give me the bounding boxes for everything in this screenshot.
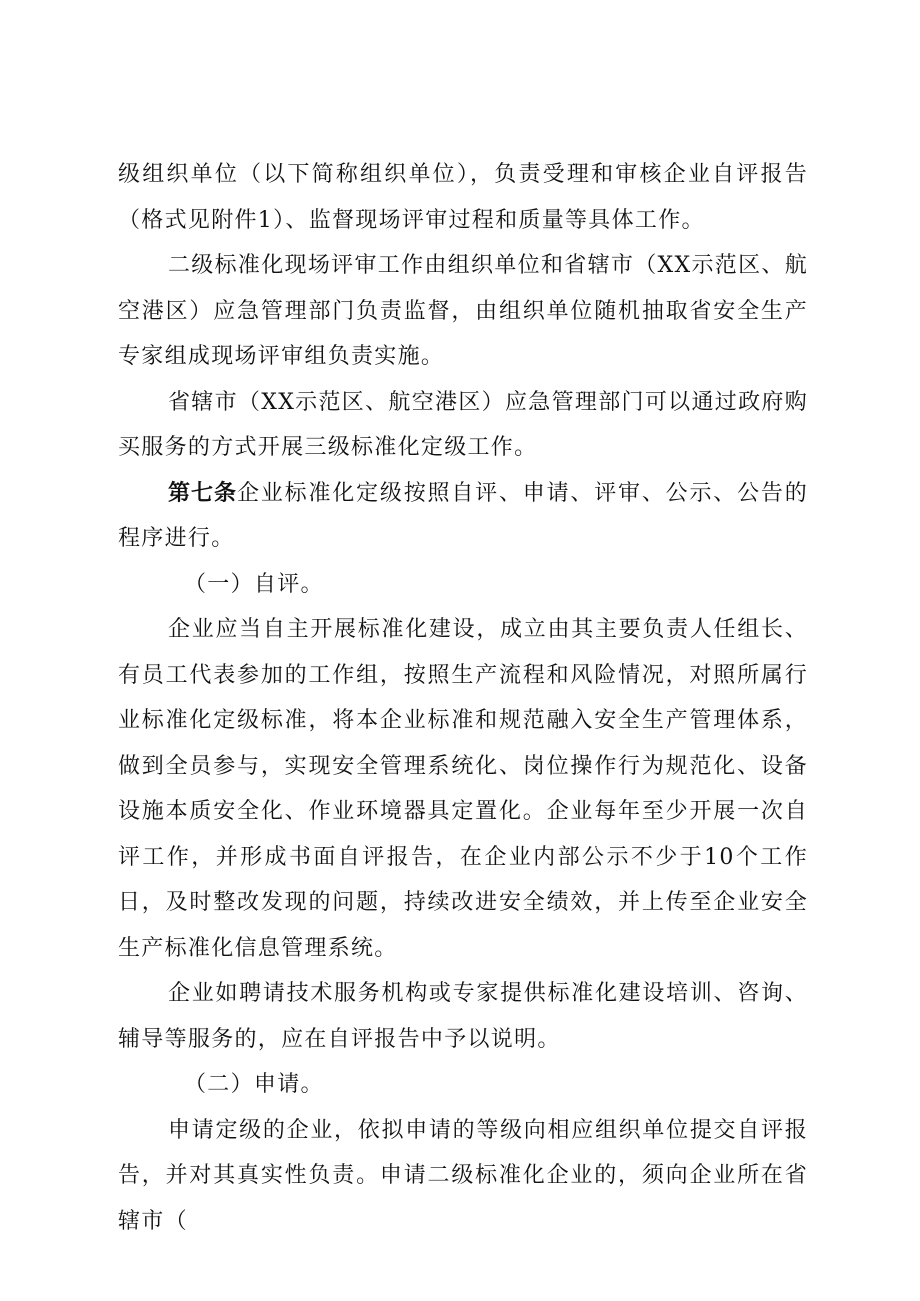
article-number-label: 第七条 [168, 480, 238, 506]
paragraph-self-assessment-body: 企业应当自主开展标准化建设，成立由其主要负责人任组长、有员工代表参加的工作组，按照生产流程和风险情况，对照所属行业标准化定级标准，将本企业标准和规范融入安全生产管理体系，做到全员参与，实现安全管理系统化、岗位操作行为规范化、设备设施本质安全化、作业环境器具定置化。企业每年至少开展一次自评工作，并形成书面自评报告，在企业内部公示不少于10个工作日，及时整改发现的问题，持续改进安全绩效，并上传至企业安全生产标准化信息管理系统。 [118, 617, 808, 961]
heading-application: （二）申请。 [184, 1072, 324, 1097]
paragraph-technical-service-disclosure: 企业如聘请技术服务机构或专家提供标准化建设培训、咨询、辅导等服务的，应在自评报告中予以说明。 [118, 981, 808, 1052]
paragraph-level2-onsite-review: 二级标准化现场评审工作由组织单位和省辖市（XX示范区、航空港区）应急管理部门负责监督，由组织单位随机抽取省安全生产专家组成现场评审组负责实施。 [118, 253, 808, 369]
paragraph-level3-purchase-services: 省辖市（XX示范区、航空港区）应急管理部门可以通过政府购买服务的方式开展三级标准化定级工作。 [118, 389, 808, 460]
paragraph-application-body: 申请定级的企业，依拟申请的等级向相应组织单位提交自评报告，并对其真实性负责。申请二级标准化企业的，须向企业所在省辖市（ [118, 1117, 808, 1234]
paragraph-article-7 [118, 471, 808, 562]
article-7-text: 企业标准化定级按照自评、申请、评审、公示、公告的程序进行。 [118, 480, 808, 551]
heading-self-assessment: （一）自评。 [184, 571, 324, 597]
document-body [118, 152, 808, 1244]
paragraph-organizing-unit-continued: 级组织单位（以下简称组织单位），负责受理和审核企业自评报告（格式见附件1）、监督现场评审过程和质量等具体工作。 [118, 162, 808, 233]
